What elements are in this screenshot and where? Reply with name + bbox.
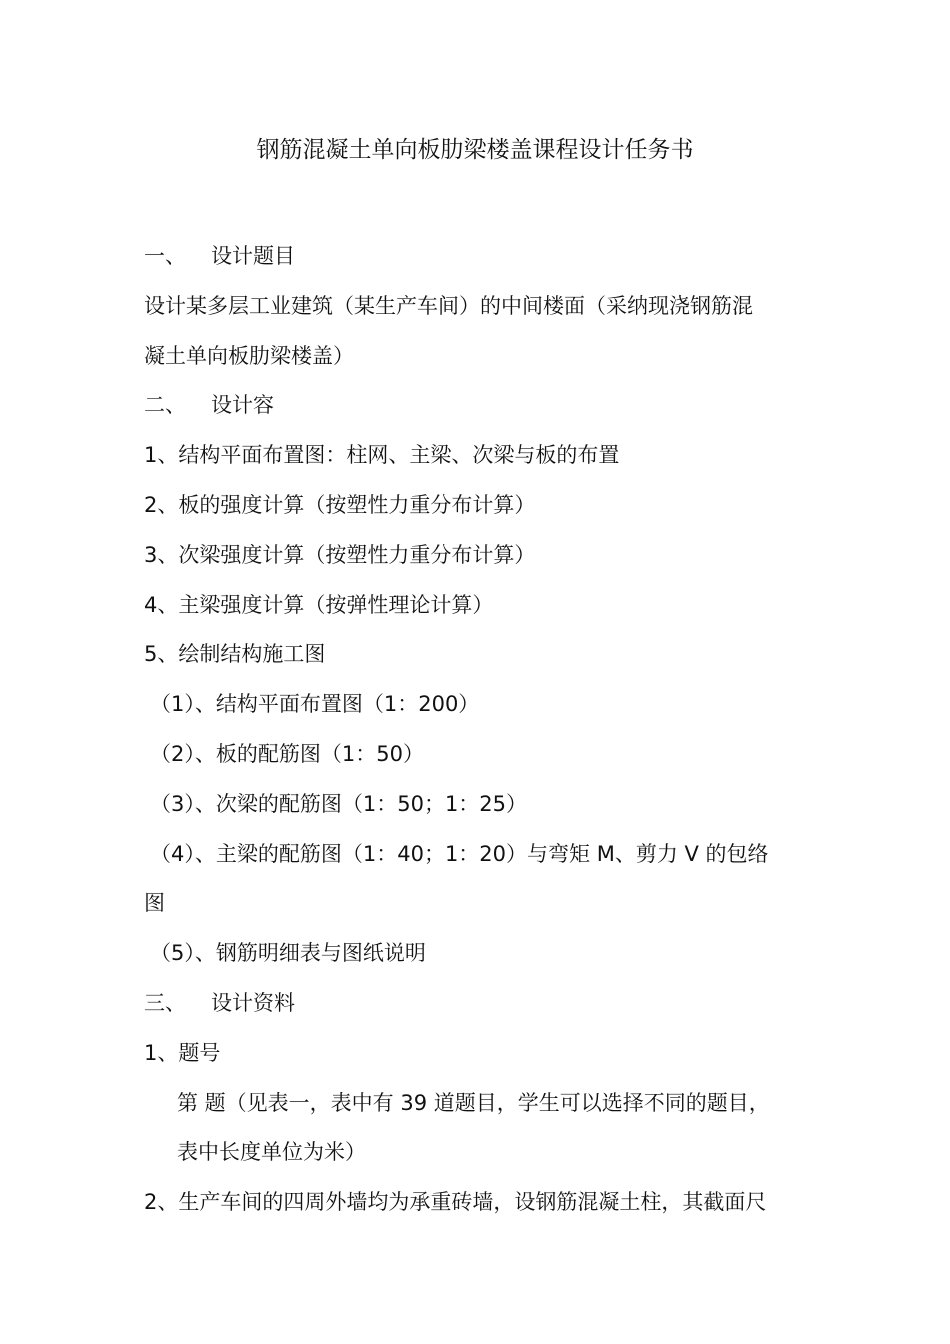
sub-list-item: （5）、钢筋明细表与图纸说明 [150, 941, 426, 966]
section-title: 设计题目 [211, 244, 295, 268]
document-body [144, 232, 824, 1228]
section-number: 三、 [144, 990, 186, 1015]
sub-list-item-continuation: 图 [144, 891, 165, 916]
list-item: 2、生产车间的四周外墙均为承重砖墙，设钢筋混凝土柱，其截面尺 [144, 1190, 767, 1215]
section-title: 设计资料 [211, 990, 295, 1015]
indented-paragraph-line: 第 题（见表一，表中有 39 道题目，学生可以选择不同的题目， [177, 1090, 770, 1115]
indented-paragraph-line: 表中长度单位为米） [177, 1140, 366, 1165]
list-item: 3、次梁强度计算（按塑性力重分布计算） [144, 542, 536, 567]
sub-list-item: （2）、板的配筋图（1：50） [150, 741, 424, 766]
list-item: 1、题号 [144, 1040, 221, 1065]
list-item: 2、板的强度计算（按塑性力重分布计算） [144, 492, 536, 517]
section-heading-2 [144, 381, 824, 431]
sub-list-item: （4）、主梁的配筋图（1：40；1：20）与弯矩 M、剪力 V 的包络 [150, 841, 769, 866]
list-item: 1、结构平面布置图：柱网、主梁、次梁与板的布置 [144, 443, 620, 468]
sub-list-item: （3）、次梁的配筋图（1：50；1：25） [150, 791, 528, 816]
section-number: 二、 [144, 393, 186, 418]
section-number: 一、 [144, 244, 186, 268]
list-item: 5、绘制结构施工图 [144, 642, 326, 667]
document-title: 钢筋混凝土单向板肋梁楼盖课程设计任务书 [256, 137, 694, 163]
paragraph-line: 设计某多层工业建筑（某生产车间）的中间楼面（采纳现浇钢筋混 [144, 293, 753, 318]
section-heading-1 [144, 232, 824, 282]
paragraph-line: 凝土单向板肋梁楼盖） [144, 343, 354, 368]
sub-list-item: （1）、结构平面布置图（1：200） [150, 692, 480, 717]
section-title: 设计容 [211, 393, 274, 418]
list-item: 4、主梁强度计算（按弹性理论计算） [144, 592, 494, 617]
section-heading-3 [144, 979, 824, 1029]
